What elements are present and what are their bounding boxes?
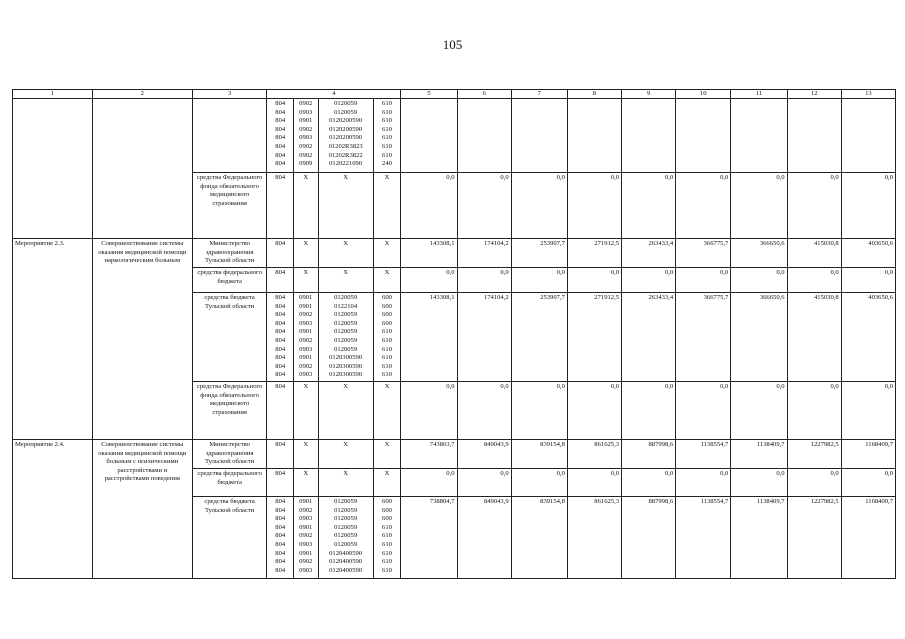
section-code: 0903 — [299, 345, 313, 353]
amount-cell: 143308,1 — [401, 293, 457, 382]
amount-cell: 0,0 — [841, 268, 895, 293]
section-code-cell — [294, 99, 319, 173]
grbs-code: 804 — [275, 345, 286, 353]
grbs-code: 804 — [275, 506, 286, 514]
amount-cell: 743863,7 — [401, 439, 457, 468]
amount-cell: 366650,6 — [731, 239, 787, 268]
expense-type-code: X — [384, 440, 390, 448]
section-code: X — [303, 174, 309, 181]
expense-type-code: X — [384, 174, 390, 181]
funding-source-cell: средства Федерального фонда обязательного медицинского страхования — [192, 173, 267, 239]
expense-type-code: 240 — [382, 160, 392, 168]
expense-type-code-cell — [373, 268, 401, 293]
amount-cell: 0,0 — [787, 268, 841, 293]
expense-type-code: 610 — [382, 328, 392, 336]
budget-table — [12, 89, 896, 579]
target-article-code: X — [343, 240, 348, 247]
grbs-code: 804 — [275, 151, 286, 159]
target-article-code: 0120059 — [334, 497, 358, 505]
amount-cell — [567, 99, 621, 173]
section-code: 0903 — [299, 515, 313, 523]
amount-cell: 174104,2 — [457, 239, 511, 268]
amount-cell: 0,0 — [511, 468, 567, 496]
grbs-code: 804 — [275, 371, 286, 379]
target-article-code: 0120400590 — [329, 566, 363, 574]
target-article-code: 0120059 — [334, 294, 358, 301]
amount-cell: 0,0 — [567, 268, 621, 293]
target-article-code: 0120059 — [334, 100, 358, 107]
amount-cell — [676, 99, 731, 173]
target-article-code: 0120059 — [334, 345, 358, 353]
target-article-code: 0120400590 — [329, 549, 363, 557]
expense-type-code: 600 — [382, 302, 392, 310]
expense-type-code: 610 — [382, 523, 392, 531]
amount-cell: 143308,1 — [401, 239, 457, 268]
funding-source-cell — [192, 99, 267, 173]
header-cell: 2 — [92, 90, 192, 99]
grbs-code: 804 — [275, 240, 286, 247]
section-code: 0902 — [299, 100, 313, 107]
expense-type-code: 610 — [382, 566, 392, 574]
amount-cell: 1168409,7 — [841, 439, 895, 468]
header-cell: 11 — [731, 90, 787, 99]
amount-cell: 839154,8 — [511, 496, 567, 578]
amount-cell: 415030,8 — [787, 239, 841, 268]
event-name-cell: Совершенствование системы оказания медицинской помощи наркологическим больным — [92, 239, 192, 440]
expense-type-code: 610 — [382, 125, 392, 133]
expense-type-code: 610 — [382, 540, 392, 548]
grbs-code: 804 — [275, 328, 286, 336]
amount-cell: 366775,7 — [676, 293, 731, 382]
section-code: 0901 — [299, 294, 313, 301]
expense-type-code-cell — [373, 99, 401, 173]
grbs-code: 804 — [275, 540, 286, 548]
amount-cell: 1227982,5 — [787, 439, 841, 468]
expense-type-code: 610 — [382, 142, 392, 150]
expense-type-code: X — [384, 240, 390, 247]
grbs-code-cell — [267, 173, 294, 239]
section-code: X — [303, 469, 309, 477]
section-code: 0901 — [299, 549, 313, 557]
grbs-code: 804 — [275, 515, 286, 523]
target-article-code: 0120059 — [334, 108, 358, 116]
table-row — [13, 239, 896, 268]
amount-cell: 0,0 — [731, 468, 787, 496]
amount-cell: 1138554,7 — [676, 439, 731, 468]
grbs-code: 804 — [275, 125, 286, 133]
event-cell — [13, 99, 93, 239]
amount-cell: 271912,5 — [567, 293, 621, 382]
section-code: 0902 — [299, 125, 313, 133]
section-code: 0902 — [299, 362, 313, 370]
grbs-code: 804 — [275, 336, 286, 344]
expense-type-code-cell — [373, 173, 401, 239]
event-name-cell: Совершенствование системы оказания медицинской помощи больным с психическими расстройствами и расстройствами поведения — [92, 439, 192, 578]
expense-type-code-cell — [373, 496, 401, 578]
expense-type-code-cell — [373, 439, 401, 468]
expense-type-code: X — [384, 382, 390, 390]
target-article-code: X — [343, 269, 348, 276]
amount-cell: 839154,8 — [511, 439, 567, 468]
amount-cell — [731, 99, 787, 173]
header-cell: 8 — [567, 90, 621, 99]
section-code: 0901 — [299, 497, 313, 505]
amount-cell: 403650,6 — [841, 293, 895, 382]
expense-type-code: 600 — [382, 506, 392, 514]
header-cell: 3 — [192, 90, 267, 99]
expense-type-code: 610 — [382, 117, 392, 125]
amount-cell: 861625,3 — [567, 496, 621, 578]
target-article-code: 0120300590 — [329, 354, 363, 362]
amount-cell: 0,0 — [787, 468, 841, 496]
expense-type-code: 610 — [382, 371, 392, 379]
event-cell: Мероприятие 2.3. — [13, 239, 93, 440]
target-article-code: 0122104 — [334, 302, 358, 310]
table-row — [13, 99, 896, 173]
header-cell: 1 — [13, 90, 93, 99]
target-article-code: 0120300590 — [329, 371, 363, 379]
section-code: 0902 — [299, 142, 313, 150]
section-code: 0902 — [299, 506, 313, 514]
expense-type-code: 600 — [382, 311, 392, 319]
section-code: 0902 — [299, 558, 313, 566]
expense-type-code: 610 — [382, 558, 392, 566]
amount-cell: 0,0 — [841, 468, 895, 496]
funding-source-cell: средства Федерального фонда обязательного медицинского страхования — [192, 381, 267, 439]
amount-cell: 403650,6 — [841, 239, 895, 268]
funding-source-cell: Министерство здравоохранения Тульской области — [192, 239, 267, 268]
grbs-code: 804 — [275, 566, 286, 574]
target-article-code-cell — [318, 239, 373, 268]
amount-cell — [511, 99, 567, 173]
amount-cell: 366775,7 — [676, 239, 731, 268]
target-article-code-cell — [318, 381, 373, 439]
grbs-code-cell — [267, 268, 294, 293]
grbs-code: 804 — [275, 319, 286, 327]
amount-cell: 0,0 — [622, 173, 676, 239]
table-row — [13, 439, 896, 468]
amount-cell: 0,0 — [731, 173, 787, 239]
expense-type-code: 610 — [382, 134, 392, 142]
grbs-code: 804 — [275, 311, 286, 319]
amount-cell: 1227982,5 — [787, 496, 841, 578]
amount-cell: 271912,5 — [567, 239, 621, 268]
amount-cell: 0,0 — [457, 468, 511, 496]
grbs-code: 804 — [275, 497, 286, 505]
target-article-code: 0120300590 — [329, 362, 363, 370]
expense-type-code-cell — [373, 468, 401, 496]
target-article-code: 0120059 — [334, 515, 358, 523]
expense-type-code: 610 — [382, 336, 392, 344]
expense-type-code: 600 — [382, 319, 392, 327]
section-code: X — [303, 240, 309, 247]
target-article-code: X — [343, 382, 348, 390]
expense-type-code: X — [384, 269, 390, 276]
target-article-code: X — [343, 174, 348, 181]
expense-type-code-cell — [373, 239, 401, 268]
section-code: 0903 — [299, 108, 313, 116]
expense-type-code: 610 — [382, 532, 392, 540]
section-code-cell — [294, 293, 319, 382]
amount-cell — [457, 99, 511, 173]
page-number: 105 — [442, 37, 463, 52]
target-article-code: 0120059 — [334, 336, 358, 344]
expense-type-code-cell — [373, 293, 401, 382]
section-code: 0901 — [299, 328, 313, 336]
amount-cell: 263433,4 — [622, 293, 676, 382]
grbs-code: 804 — [275, 362, 286, 370]
grbs-code: 804 — [275, 532, 286, 540]
amount-cell: 0,0 — [731, 381, 787, 439]
amount-cell — [787, 99, 841, 173]
target-article-code: 0120059 — [334, 532, 358, 540]
amount-cell: 415030,8 — [787, 293, 841, 382]
grbs-code: 804 — [275, 142, 286, 150]
amount-cell: 0,0 — [401, 268, 457, 293]
target-article-code: X — [343, 440, 348, 448]
amount-cell: 0,0 — [787, 173, 841, 239]
target-article-code-cell — [318, 99, 373, 173]
amount-cell — [401, 99, 457, 173]
section-code: 0902 — [299, 532, 313, 540]
target-article-code: 0120059 — [334, 319, 358, 327]
event-name-cell — [92, 99, 192, 239]
target-article-code: 0120059 — [334, 311, 358, 319]
target-article-code: X — [343, 469, 348, 477]
target-article-code: 0120200590 — [329, 134, 363, 142]
amount-cell: 0,0 — [567, 381, 621, 439]
section-code: 0901 — [299, 117, 313, 125]
grbs-code-cell — [267, 496, 294, 578]
header-cell: 7 — [511, 90, 567, 99]
header-cell: 4 — [267, 90, 401, 99]
target-article-code: 0120059 — [334, 506, 358, 514]
expense-type-code: 610 — [382, 362, 392, 370]
grbs-code: 804 — [275, 382, 286, 390]
section-code: 0909 — [299, 160, 313, 168]
target-article-code-cell — [318, 293, 373, 382]
section-code: 0903 — [299, 319, 313, 327]
expense-type-code: 610 — [382, 108, 392, 116]
amount-cell: 0,0 — [731, 268, 787, 293]
header-row — [13, 90, 896, 99]
grbs-code: 804 — [275, 294, 286, 301]
target-article-code-cell — [318, 268, 373, 293]
amount-cell: 0,0 — [401, 381, 457, 439]
header-cell: 13 — [841, 90, 895, 99]
header-cell: 10 — [676, 90, 731, 99]
grbs-code: 804 — [275, 269, 286, 276]
target-article-code-cell — [318, 439, 373, 468]
section-code: 0903 — [299, 134, 313, 142]
section-code-cell — [294, 439, 319, 468]
amount-cell: 0,0 — [622, 268, 676, 293]
section-code: 0902 — [299, 311, 313, 319]
amount-cell: 0,0 — [676, 173, 731, 239]
grbs-code-cell — [267, 293, 294, 382]
expense-type-code: X — [384, 469, 390, 477]
grbs-code-cell — [267, 439, 294, 468]
amount-cell: 0,0 — [457, 268, 511, 293]
funding-source-cell: средства федерального бюджета — [192, 468, 267, 496]
grbs-code-cell — [267, 239, 294, 268]
section-code: 0903 — [299, 566, 313, 574]
amount-cell: 0,0 — [622, 468, 676, 496]
grbs-code-cell — [267, 99, 294, 173]
amount-cell — [841, 99, 895, 173]
grbs-code: 804 — [275, 440, 286, 448]
expense-type-code: 610 — [382, 354, 392, 362]
grbs-code: 804 — [275, 558, 286, 566]
section-code: 0902 — [299, 336, 313, 344]
section-code-cell — [294, 381, 319, 439]
section-code-cell — [294, 496, 319, 578]
header-cell: 9 — [622, 90, 676, 99]
amount-cell: 0,0 — [676, 381, 731, 439]
amount-cell: 0,0 — [787, 381, 841, 439]
amount-cell: 1168409,7 — [841, 496, 895, 578]
grbs-code: 804 — [275, 549, 286, 557]
amount-cell: 0,0 — [401, 468, 457, 496]
amount-cell: 738804,7 — [401, 496, 457, 578]
grbs-code: 804 — [275, 160, 286, 168]
funding-source-cell: средства бюджета Тульской области — [192, 496, 267, 578]
expense-type-code: 600 — [382, 497, 392, 505]
funding-source-cell: средства бюджета Тульской области — [192, 293, 267, 382]
grbs-code: 804 — [275, 174, 286, 181]
expense-type-code: 610 — [382, 151, 392, 159]
amount-cell: 887998,6 — [622, 439, 676, 468]
grbs-code: 804 — [275, 354, 286, 362]
amount-cell: 0,0 — [567, 173, 621, 239]
section-code: X — [303, 269, 309, 276]
amount-cell: 1138409,7 — [731, 496, 787, 578]
grbs-code: 804 — [275, 523, 286, 531]
amount-cell: 1138554,7 — [676, 496, 731, 578]
expense-type-code-cell — [373, 381, 401, 439]
grbs-code: 804 — [275, 117, 286, 125]
amount-cell: 0,0 — [841, 381, 895, 439]
target-article-code: 0120200590 — [329, 117, 363, 125]
amount-cell: 0,0 — [401, 173, 457, 239]
target-article-code: 0120059 — [334, 328, 358, 336]
expense-type-code: 600 — [382, 294, 392, 301]
amount-cell: 0,0 — [457, 173, 511, 239]
grbs-code-cell — [267, 381, 294, 439]
grbs-code: 804 — [275, 108, 286, 116]
amount-cell: 0,0 — [676, 468, 731, 496]
section-code: 0903 — [299, 371, 313, 379]
target-article-code: 0120059 — [334, 540, 358, 548]
section-code: X — [303, 382, 309, 390]
target-article-code-cell — [318, 468, 373, 496]
section-code: 0901 — [299, 302, 313, 310]
amount-cell: 1138409,7 — [731, 439, 787, 468]
expense-type-code: 610 — [382, 100, 392, 107]
amount-cell: 253907,7 — [511, 293, 567, 382]
section-code-cell — [294, 173, 319, 239]
grbs-code: 804 — [275, 100, 286, 107]
amount-cell: 366650,6 — [731, 293, 787, 382]
grbs-code-cell — [267, 468, 294, 496]
amount-cell: 0,0 — [511, 381, 567, 439]
header-cell: 5 — [401, 90, 457, 99]
funding-source-cell: Министерство здравоохранения Тульской области — [192, 439, 267, 468]
target-article-code-cell — [318, 496, 373, 578]
amount-cell: 0,0 — [567, 468, 621, 496]
section-code: 0903 — [299, 540, 313, 548]
event-cell: Мероприятие 2.4. — [13, 439, 93, 578]
section-code: X — [303, 440, 309, 448]
amount-cell: 849043,9 — [457, 496, 511, 578]
amount-cell: 0,0 — [511, 173, 567, 239]
amount-cell: 174104,2 — [457, 293, 511, 382]
expense-type-code: 610 — [382, 345, 392, 353]
amount-cell: 0,0 — [457, 381, 511, 439]
section-code: 0901 — [299, 523, 313, 531]
target-article-code: 0120400590 — [329, 558, 363, 566]
target-article-code: 0120200590 — [329, 125, 363, 133]
grbs-code: 804 — [275, 302, 286, 310]
amount-cell: 253907,7 — [511, 239, 567, 268]
target-article-code: 0120221090 — [329, 160, 363, 168]
grbs-code: 804 — [275, 134, 286, 142]
target-article-code: 01202R3822 — [328, 151, 363, 159]
amount-cell: 861625,3 — [567, 439, 621, 468]
amount-cell: 0,0 — [622, 381, 676, 439]
section-code-cell — [294, 468, 319, 496]
funding-source-cell: средства федерального бюджета — [192, 268, 267, 293]
expense-type-code: 600 — [382, 515, 392, 523]
section-code-cell — [294, 268, 319, 293]
amount-cell: 0,0 — [511, 268, 567, 293]
grbs-code: 804 — [275, 469, 286, 477]
amount-cell: 0,0 — [841, 173, 895, 239]
target-article-code-cell — [318, 173, 373, 239]
header-cell: 12 — [787, 90, 841, 99]
target-article-code: 01202R3823 — [328, 142, 363, 150]
amount-cell: 887998,6 — [622, 496, 676, 578]
amount-cell: 263433,4 — [622, 239, 676, 268]
amount-cell — [622, 99, 676, 173]
expense-type-code: 610 — [382, 549, 392, 557]
section-code-cell — [294, 239, 319, 268]
section-code: 0902 — [299, 151, 313, 159]
section-code: 0901 — [299, 354, 313, 362]
amount-cell: 849043,9 — [457, 439, 511, 468]
target-article-code: 0120059 — [334, 523, 358, 531]
amount-cell: 0,0 — [676, 268, 731, 293]
header-cell: 6 — [457, 90, 511, 99]
